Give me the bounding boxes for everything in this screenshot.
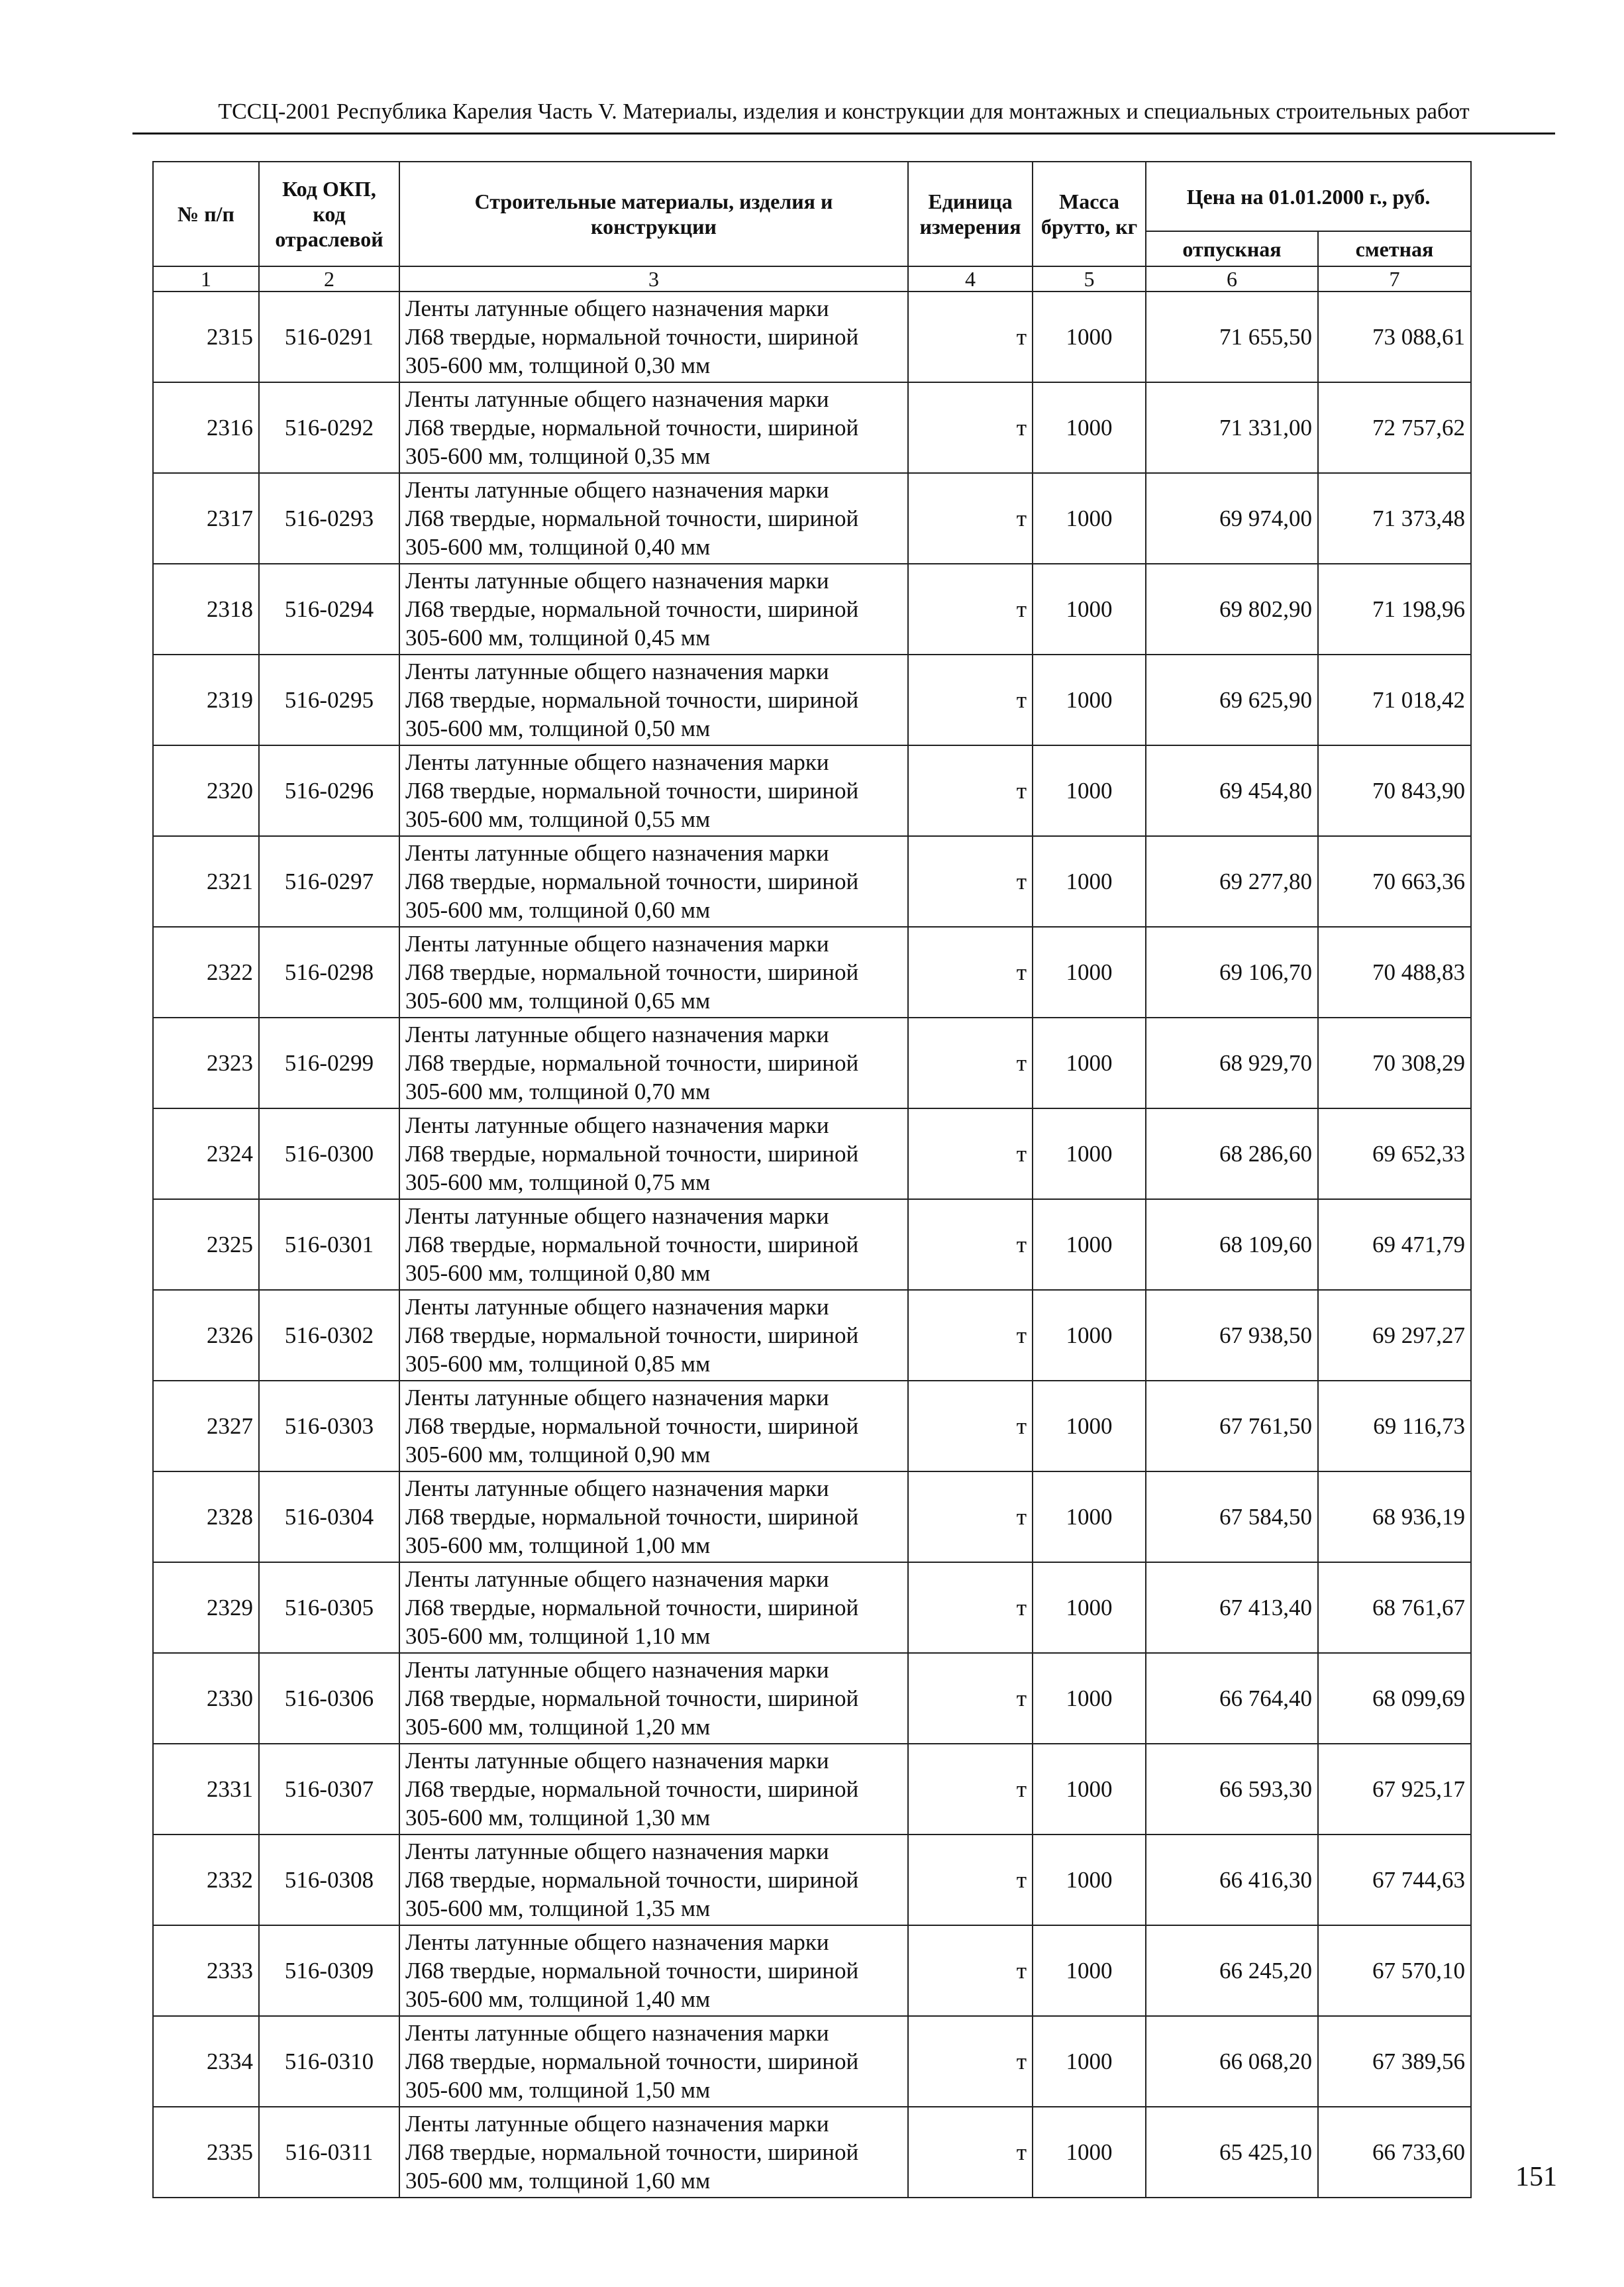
row-unit: т xyxy=(908,2107,1033,2198)
row-code: 516-0309 xyxy=(259,1925,399,2016)
row-code: 516-0306 xyxy=(259,1653,399,1744)
row-description-line: Л68 твердые, нормальной точности, шириной xyxy=(405,415,859,441)
header-price-group: Цена на 01.01.2000 г., руб. xyxy=(1146,162,1471,231)
page-number: 151 xyxy=(1515,2162,1557,2192)
row-description-line: 305-600 мм, толщиной 1,50 мм xyxy=(405,2077,711,2103)
table-row xyxy=(153,1381,1471,1471)
row-description-line: 305-600 мм, толщиной 1,20 мм xyxy=(405,1714,711,1740)
table-row xyxy=(153,1925,1471,2016)
row-description-line: 305-600 мм, толщиной 0,40 мм xyxy=(405,534,711,560)
row-number: 2335 xyxy=(153,2107,259,2198)
row-unit: т xyxy=(908,655,1033,745)
price-table xyxy=(152,161,1472,2198)
row-mass: 1000 xyxy=(1033,2016,1146,2107)
row-unit: т xyxy=(908,927,1033,1018)
row-description-line: 305-600 мм, толщиной 0,70 мм xyxy=(405,1079,711,1104)
table-body xyxy=(153,292,1471,2198)
row-code: 516-0300 xyxy=(259,1108,399,1199)
row-description xyxy=(399,1835,908,1925)
row-unit: т xyxy=(908,1290,1033,1381)
row-price-estimate: 69 116,73 xyxy=(1318,1381,1471,1471)
row-number: 2329 xyxy=(153,1562,259,1653)
row-price-release: 66 068,20 xyxy=(1146,2016,1318,2107)
row-price-estimate: 69 471,79 xyxy=(1318,1199,1471,1290)
table-row xyxy=(153,1653,1471,1744)
row-number: 2322 xyxy=(153,927,259,1018)
header-material-line: конструкции xyxy=(591,215,717,239)
row-code: 516-0303 xyxy=(259,1381,399,1471)
row-code: 516-0299 xyxy=(259,1018,399,1108)
column-number: 6 xyxy=(1146,266,1318,292)
row-number: 2326 xyxy=(153,1290,259,1381)
row-description-line: Ленты латунные общего назначения марки xyxy=(405,1748,829,1774)
row-description xyxy=(399,564,908,655)
row-number: 2317 xyxy=(153,473,259,564)
row-description xyxy=(399,473,908,564)
row-description-line: Ленты латунные общего назначения марки xyxy=(405,1203,829,1229)
header-code-line: отраслевой xyxy=(275,227,383,251)
header-num: № п/п xyxy=(153,162,259,266)
row-price-release: 66 245,20 xyxy=(1146,1925,1318,2016)
row-price-estimate: 67 389,56 xyxy=(1318,2016,1471,2107)
row-price-release: 68 286,60 xyxy=(1146,1108,1318,1199)
row-unit: т xyxy=(908,1018,1033,1108)
table-row xyxy=(153,1562,1471,1653)
row-price-release: 66 416,30 xyxy=(1146,1835,1318,1925)
row-number: 2330 xyxy=(153,1653,259,1744)
row-code: 516-0310 xyxy=(259,2016,399,2107)
row-number: 2324 xyxy=(153,1108,259,1199)
table-row xyxy=(153,2107,1471,2198)
row-unit: т xyxy=(908,292,1033,382)
row-description-line: Л68 твердые, нормальной точности, шириной xyxy=(405,596,859,622)
row-number: 2323 xyxy=(153,1018,259,1108)
row-description-line: 305-600 мм, толщиной 0,35 мм xyxy=(405,443,711,469)
column-number-row xyxy=(153,266,1471,292)
row-price-release: 67 761,50 xyxy=(1146,1381,1318,1471)
row-price-release: 67 413,40 xyxy=(1146,1562,1318,1653)
row-price-release: 66 764,40 xyxy=(1146,1653,1318,1744)
header-mass-line: брутто, кг xyxy=(1040,215,1138,239)
row-price-release: 69 974,00 xyxy=(1146,473,1318,564)
row-description xyxy=(399,745,908,836)
row-number: 2333 xyxy=(153,1925,259,2016)
row-number: 2315 xyxy=(153,292,259,382)
row-description-line: Ленты латунные общего назначения марки xyxy=(405,1929,829,1955)
row-price-release: 67 584,50 xyxy=(1146,1471,1318,1562)
header-material xyxy=(399,162,908,266)
row-description xyxy=(399,927,908,1018)
row-description-line: Л68 твердые, нормальной точности, шириной xyxy=(405,2139,859,2165)
row-code: 516-0311 xyxy=(259,2107,399,2198)
row-mass: 1000 xyxy=(1033,1471,1146,1562)
row-code: 516-0295 xyxy=(259,655,399,745)
row-description-line: Л68 твердые, нормальной точности, шириной xyxy=(405,505,859,531)
row-description-line: Л68 твердые, нормальной точности, шириной xyxy=(405,1141,859,1167)
header-row xyxy=(153,162,1471,231)
row-description-line: Ленты латунные общего назначения марки xyxy=(405,1475,829,1501)
table-row xyxy=(153,1471,1471,1562)
row-description xyxy=(399,1562,908,1653)
row-price-estimate: 73 088,61 xyxy=(1318,292,1471,382)
table-row xyxy=(153,1290,1471,1381)
row-description-line: 305-600 мм, толщиной 0,85 мм xyxy=(405,1351,711,1377)
table-row xyxy=(153,564,1471,655)
row-description xyxy=(399,382,908,473)
row-price-release: 65 425,10 xyxy=(1146,2107,1318,2198)
row-description-line: 305-600 мм, толщиной 1,10 мм xyxy=(405,1623,711,1649)
row-price-estimate: 70 843,90 xyxy=(1318,745,1471,836)
row-mass: 1000 xyxy=(1033,1018,1146,1108)
row-description-line: Л68 твердые, нормальной точности, шириной xyxy=(405,687,859,713)
row-unit: т xyxy=(908,1562,1033,1653)
row-code: 516-0297 xyxy=(259,836,399,927)
row-mass: 1000 xyxy=(1033,1925,1146,2016)
row-mass: 1000 xyxy=(1033,1381,1146,1471)
row-code: 516-0292 xyxy=(259,382,399,473)
row-code: 516-0308 xyxy=(259,1835,399,1925)
row-mass: 1000 xyxy=(1033,1653,1146,1744)
row-price-estimate: 70 663,36 xyxy=(1318,836,1471,927)
row-price-release: 66 593,30 xyxy=(1146,1744,1318,1835)
row-description-line: Л68 твердые, нормальной точности, шириной xyxy=(405,1595,859,1621)
row-mass: 1000 xyxy=(1033,382,1146,473)
row-description-line: 305-600 мм, толщиной 0,50 мм xyxy=(405,716,711,741)
row-description xyxy=(399,1925,908,2016)
row-description-line: 305-600 мм, толщиной 0,75 мм xyxy=(405,1169,711,1195)
header-code-line: Код ОКП, xyxy=(282,177,376,201)
table-row xyxy=(153,655,1471,745)
row-description-line: 305-600 мм, толщиной 1,30 мм xyxy=(405,1805,711,1831)
row-code: 516-0304 xyxy=(259,1471,399,1562)
row-mass: 1000 xyxy=(1033,836,1146,927)
row-mass: 1000 xyxy=(1033,473,1146,564)
row-description xyxy=(399,655,908,745)
row-price-estimate: 68 936,19 xyxy=(1318,1471,1471,1562)
row-description xyxy=(399,1744,908,1835)
row-description-line: 305-600 мм, толщиной 1,00 мм xyxy=(405,1532,711,1558)
row-number: 2328 xyxy=(153,1471,259,1562)
row-number: 2325 xyxy=(153,1199,259,1290)
row-description-line: Л68 твердые, нормальной точности, шириной xyxy=(405,1867,859,1893)
row-mass: 1000 xyxy=(1033,2107,1146,2198)
row-price-release: 67 938,50 xyxy=(1146,1290,1318,1381)
table-row xyxy=(153,1018,1471,1108)
row-price-estimate: 71 198,96 xyxy=(1318,564,1471,655)
header-code-line: код xyxy=(313,202,346,226)
row-description-line: 305-600 мм, толщиной 1,35 мм xyxy=(405,1895,711,1921)
row-number: 2316 xyxy=(153,382,259,473)
row-description-line: 305-600 мм, толщиной 0,30 мм xyxy=(405,352,711,378)
row-code: 516-0298 xyxy=(259,927,399,1018)
table-row xyxy=(153,1835,1471,1925)
header-unit-line: измерения xyxy=(919,215,1021,239)
row-description-line: 305-600 мм, толщиной 0,60 мм xyxy=(405,897,711,923)
row-description xyxy=(399,1108,908,1199)
row-price-release: 69 625,90 xyxy=(1146,655,1318,745)
row-description-line: 305-600 мм, толщиной 0,45 мм xyxy=(405,625,711,651)
row-number: 2321 xyxy=(153,836,259,927)
row-price-estimate: 69 652,33 xyxy=(1318,1108,1471,1199)
row-description xyxy=(399,1653,908,1744)
row-price-release: 68 929,70 xyxy=(1146,1018,1318,1108)
row-description-line: Л68 твердые, нормальной точности, шириной xyxy=(405,1504,859,1530)
row-number: 2332 xyxy=(153,1835,259,1925)
row-description xyxy=(399,1199,908,1290)
row-description xyxy=(399,2107,908,2198)
row-description-line: Л68 твердые, нормальной точности, шириной xyxy=(405,1685,859,1711)
row-code: 516-0293 xyxy=(259,473,399,564)
row-number: 2320 xyxy=(153,745,259,836)
row-description xyxy=(399,836,908,927)
row-number: 2319 xyxy=(153,655,259,745)
header-material-line: Строительные материалы, изделия и xyxy=(474,189,833,213)
row-description-line: Ленты латунные общего назначения марки xyxy=(405,295,829,321)
row-price-estimate: 70 488,83 xyxy=(1318,927,1471,1018)
row-code: 516-0305 xyxy=(259,1562,399,1653)
row-number: 2327 xyxy=(153,1381,259,1471)
row-price-estimate: 71 018,42 xyxy=(1318,655,1471,745)
row-price-estimate: 69 297,27 xyxy=(1318,1290,1471,1381)
header-unit xyxy=(908,162,1033,266)
row-unit: т xyxy=(908,2016,1033,2107)
row-description-line: Ленты латунные общего назначения марки xyxy=(405,1022,829,1047)
row-description-line: Ленты латунные общего назначения марки xyxy=(405,1294,829,1320)
row-price-release: 69 106,70 xyxy=(1146,927,1318,1018)
row-mass: 1000 xyxy=(1033,1835,1146,1925)
row-description-line: Ленты латунные общего назначения марки xyxy=(405,1385,829,1410)
table-row xyxy=(153,473,1471,564)
row-mass: 1000 xyxy=(1033,745,1146,836)
row-price-release: 71 331,00 xyxy=(1146,382,1318,473)
row-mass: 1000 xyxy=(1033,927,1146,1018)
row-code: 516-0307 xyxy=(259,1744,399,1835)
row-description-line: Ленты латунные общего назначения марки xyxy=(405,931,829,957)
table-row xyxy=(153,1108,1471,1199)
row-description xyxy=(399,1018,908,1108)
row-description-line: 305-600 мм, толщиной 1,60 мм xyxy=(405,2168,711,2194)
row-code: 516-0302 xyxy=(259,1290,399,1381)
row-description-line: Ленты латунные общего назначения марки xyxy=(405,1838,829,1864)
row-price-estimate: 72 757,62 xyxy=(1318,382,1471,473)
row-unit: т xyxy=(908,1381,1033,1471)
row-unit: т xyxy=(908,1199,1033,1290)
row-description-line: Ленты латунные общего назначения марки xyxy=(405,659,829,684)
row-mass: 1000 xyxy=(1033,292,1146,382)
row-unit: т xyxy=(908,1471,1033,1562)
row-description-line: Л68 твердые, нормальной точности, шириной xyxy=(405,1050,859,1076)
row-unit: т xyxy=(908,1653,1033,1744)
row-price-release: 69 454,80 xyxy=(1146,745,1318,836)
row-unit: т xyxy=(908,564,1033,655)
row-price-release: 69 802,90 xyxy=(1146,564,1318,655)
row-code: 516-0301 xyxy=(259,1199,399,1290)
row-description xyxy=(399,2016,908,2107)
row-code: 516-0291 xyxy=(259,292,399,382)
row-description-line: Ленты латунные общего назначения марки xyxy=(405,840,829,866)
row-description-line: Л68 твердые, нормальной точности, шириной xyxy=(405,2048,859,2074)
row-price-release: 68 109,60 xyxy=(1146,1199,1318,1290)
row-description-line: Л68 твердые, нормальной точности, шириной xyxy=(405,1776,859,1802)
column-number: 3 xyxy=(399,266,908,292)
row-description-line: Ленты латунные общего назначения марки xyxy=(405,477,829,503)
header-price-release: отпускная xyxy=(1146,231,1318,266)
row-description-line: Л68 твердые, нормальной точности, шириной xyxy=(405,1232,859,1257)
row-unit: т xyxy=(908,1925,1033,2016)
running-header: ТССЦ-2001 Республика Карелия Часть V. Материалы, изделия и конструкции для монтажных и специальных строительных работ xyxy=(218,99,1470,124)
row-unit: т xyxy=(908,1744,1033,1835)
row-code: 516-0296 xyxy=(259,745,399,836)
row-description xyxy=(399,1471,908,1562)
row-number: 2334 xyxy=(153,2016,259,2107)
row-unit: т xyxy=(908,1835,1033,1925)
row-mass: 1000 xyxy=(1033,1108,1146,1199)
row-unit: т xyxy=(908,745,1033,836)
row-price-estimate: 68 761,67 xyxy=(1318,1562,1471,1653)
row-description-line: Л68 твердые, нормальной точности, шириной xyxy=(405,324,859,350)
table-row xyxy=(153,745,1471,836)
row-description xyxy=(399,292,908,382)
row-price-estimate: 67 925,17 xyxy=(1318,1744,1471,1835)
header-code xyxy=(259,162,399,266)
column-number: 5 xyxy=(1033,266,1146,292)
row-description xyxy=(399,1381,908,1471)
row-code: 516-0294 xyxy=(259,564,399,655)
table-row xyxy=(153,382,1471,473)
row-description xyxy=(399,1290,908,1381)
row-price-estimate: 67 570,10 xyxy=(1318,1925,1471,2016)
row-description-line: Ленты латунные общего назначения марки xyxy=(405,2020,829,2046)
row-description-line: Л68 твердые, нормальной точности, шириной xyxy=(405,778,859,804)
row-mass: 1000 xyxy=(1033,1290,1146,1381)
table-row xyxy=(153,1744,1471,1835)
header-price-estimate: сметная xyxy=(1318,231,1471,266)
table-row xyxy=(153,1199,1471,1290)
row-description-line: Л68 твердые, нормальной точности, шириной xyxy=(405,869,859,894)
row-description-line: Ленты латунные общего назначения марки xyxy=(405,568,829,594)
row-price-estimate: 67 744,63 xyxy=(1318,1835,1471,1925)
row-description-line: Ленты латунные общего назначения марки xyxy=(405,749,829,775)
row-description-line: Ленты латунные общего назначения марки xyxy=(405,386,829,412)
column-number: 2 xyxy=(259,266,399,292)
row-description-line: 305-600 мм, толщиной 0,80 мм xyxy=(405,1260,711,1286)
row-price-estimate: 70 308,29 xyxy=(1318,1018,1471,1108)
row-description-line: Л68 твердые, нормальной точности, шириной xyxy=(405,1322,859,1348)
column-number: 4 xyxy=(908,266,1033,292)
row-description-line: Ленты латунные общего назначения марки xyxy=(405,1566,829,1592)
row-description-line: 305-600 мм, толщиной 0,65 мм xyxy=(405,988,711,1014)
column-number: 1 xyxy=(153,266,259,292)
table-row xyxy=(153,2016,1471,2107)
column-number: 7 xyxy=(1318,266,1471,292)
row-description-line: Л68 твердые, нормальной точности, шириной xyxy=(405,1958,859,1984)
header-mass xyxy=(1033,162,1146,266)
row-description-line: Ленты латунные общего назначения марки xyxy=(405,1657,829,1683)
row-description-line: Ленты латунные общего назначения марки xyxy=(405,1112,829,1138)
row-mass: 1000 xyxy=(1033,655,1146,745)
row-unit: т xyxy=(908,1108,1033,1199)
row-description-line: 305-600 мм, толщиной 0,55 мм xyxy=(405,806,711,832)
table-row xyxy=(153,292,1471,382)
row-number: 2331 xyxy=(153,1744,259,1835)
row-description-line: Ленты латунные общего назначения марки xyxy=(405,2111,829,2137)
row-mass: 1000 xyxy=(1033,1199,1146,1290)
header-rule xyxy=(132,133,1555,134)
row-price-estimate: 68 099,69 xyxy=(1318,1653,1471,1744)
table-row xyxy=(153,836,1471,927)
row-description-line: Л68 твердые, нормальной точности, шириной xyxy=(405,1413,859,1439)
header-mass-line: Масса xyxy=(1059,189,1119,213)
row-unit: т xyxy=(908,382,1033,473)
row-mass: 1000 xyxy=(1033,1562,1146,1653)
row-description-line: 305-600 мм, толщиной 0,90 мм xyxy=(405,1442,711,1467)
row-number: 2318 xyxy=(153,564,259,655)
row-unit: т xyxy=(908,836,1033,927)
row-mass: 1000 xyxy=(1033,564,1146,655)
row-price-estimate: 66 733,60 xyxy=(1318,2107,1471,2198)
row-price-release: 71 655,50 xyxy=(1146,292,1318,382)
header-unit-line: Единица xyxy=(928,189,1013,213)
row-price-estimate: 71 373,48 xyxy=(1318,473,1471,564)
table-row xyxy=(153,927,1471,1018)
row-price-release: 69 277,80 xyxy=(1146,836,1318,927)
row-unit: т xyxy=(908,473,1033,564)
row-mass: 1000 xyxy=(1033,1744,1146,1835)
row-description-line: 305-600 мм, толщиной 1,40 мм xyxy=(405,1986,711,2012)
row-description-line: Л68 твердые, нормальной точности, шириной xyxy=(405,959,859,985)
